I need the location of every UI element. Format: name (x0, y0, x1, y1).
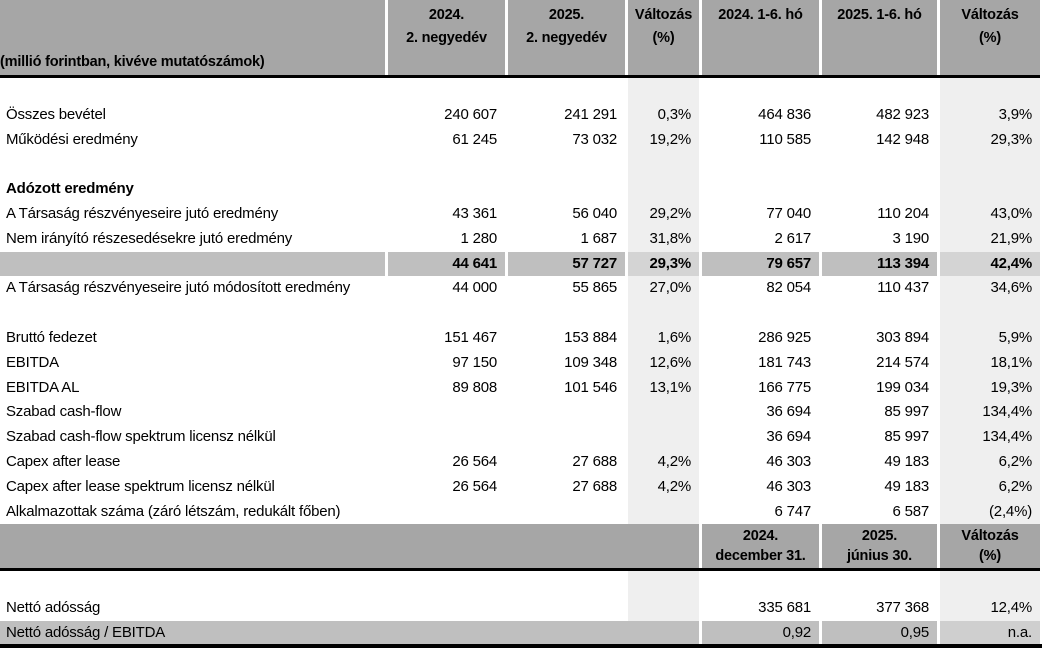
row-label (0, 571, 385, 596)
value-cell: 110 437 (877, 279, 929, 297)
table-header-secondary (0, 524, 1040, 571)
value-cell (822, 78, 937, 103)
value-cell: 79 657 (702, 252, 819, 277)
value-cell: 153 884 (564, 328, 617, 346)
value-cell (628, 425, 699, 450)
header-spacer (0, 524, 699, 568)
column-header-line: (%) (979, 548, 1001, 565)
table-row (0, 227, 1040, 252)
column-header-2025-h1 (822, 0, 937, 75)
value-cell (508, 571, 625, 596)
column-header-line: június 30. (847, 548, 912, 565)
value-cell (628, 152, 699, 177)
value-cell: 199 034 (876, 378, 929, 396)
value-cell: 44 641 (388, 252, 505, 277)
value-cell: 46 303 (766, 452, 811, 470)
row-label: Alkalmazottak száma (záró létszám, redukált főben) (6, 502, 341, 520)
column-header-line: Változás (634, 7, 693, 23)
column-header-line: 2025. (861, 528, 898, 545)
row-label: EBITDA AL (6, 378, 80, 396)
unit-note: (millió forintban, kivéve mutatószámok) (0, 0, 385, 75)
value-cell (388, 425, 505, 450)
value-cell (508, 425, 625, 450)
value-cell: 12,6% (628, 351, 699, 376)
row-label: Összes bevétel (6, 105, 106, 123)
value-cell: (2,4%) (940, 500, 1040, 525)
value-cell: 303 894 (876, 328, 929, 346)
value-cell: 3 190 (892, 229, 929, 247)
value-cell (508, 400, 625, 425)
value-cell: 151 467 (444, 328, 497, 346)
column-header-2024-dec31 (702, 524, 819, 568)
table-row (0, 400, 1040, 425)
value-cell: 240 607 (444, 105, 497, 123)
value-cell: 29,3% (940, 128, 1040, 153)
column-header-line: 2025. 1-6. hó (837, 7, 922, 23)
value-cell (388, 301, 505, 326)
value-cell: 286 925 (758, 328, 811, 346)
value-cell: 482 923 (876, 105, 929, 123)
row-label (0, 252, 385, 277)
table-row (0, 376, 1040, 401)
row-label: Capex after lease (6, 452, 121, 470)
value-cell (822, 177, 937, 202)
value-cell: 335 681 (758, 599, 811, 617)
value-cell (508, 152, 625, 177)
row-label: Nettó adósság (6, 599, 101, 617)
table-body-main (0, 78, 1040, 524)
table-row (0, 177, 1040, 202)
value-cell: 77 040 (766, 204, 811, 222)
column-header-2025-q2 (508, 0, 625, 75)
column-header-line: 2024. (742, 528, 779, 545)
value-cell: 29,3% (628, 252, 699, 277)
table-row (0, 128, 1040, 153)
table-row (0, 571, 1040, 596)
value-cell (822, 571, 937, 596)
value-cell: 73 032 (572, 130, 617, 148)
value-cell: 134,4% (940, 425, 1040, 450)
value-cell: 56 040 (572, 204, 617, 222)
value-cell: 27,0% (628, 276, 699, 301)
table-row (0, 103, 1040, 128)
table-row (0, 276, 1040, 301)
value-cell: 42,4% (940, 252, 1040, 277)
value-cell (388, 152, 505, 177)
value-cell: 2 617 (774, 229, 811, 247)
value-cell: 0,92 (702, 621, 819, 644)
value-cell: 214 574 (876, 353, 929, 371)
value-cell (702, 78, 819, 103)
bottom-divider (0, 644, 1042, 648)
value-cell (508, 78, 625, 103)
value-cell: 12,4% (940, 596, 1040, 621)
row-label (0, 152, 385, 177)
value-cell (940, 571, 1040, 596)
value-cell: 142 948 (876, 130, 929, 148)
value-cell: 0,3% (628, 103, 699, 128)
value-cell: 26 564 (452, 477, 497, 495)
table-row (0, 621, 1040, 644)
row-label: A Társaság részvényeseire jutó módosított eredmény (6, 279, 351, 297)
value-cell: 21,9% (940, 227, 1040, 252)
table-row (0, 351, 1040, 376)
value-cell (388, 596, 505, 621)
column-header-2024-h1 (702, 0, 819, 75)
table-row (0, 500, 1040, 525)
value-cell: 43,0% (940, 202, 1040, 227)
value-cell: 89 808 (452, 378, 497, 396)
value-cell: 49 183 (884, 452, 929, 470)
column-header-line: Változás (961, 528, 1019, 545)
value-cell (940, 177, 1040, 202)
value-cell: 13,1% (628, 376, 699, 401)
column-header-change-bs (940, 524, 1040, 568)
value-cell: 27 688 (572, 452, 617, 470)
value-cell: 134,4% (940, 400, 1040, 425)
value-cell (940, 301, 1040, 326)
value-cell: 241 291 (564, 105, 617, 123)
value-cell: 6,2% (940, 450, 1040, 475)
value-cell: 43 361 (452, 204, 497, 222)
value-cell: 377 368 (876, 599, 929, 617)
column-header-line: 2025. (548, 7, 585, 23)
row-label: Működési eredmény (6, 130, 138, 148)
value-cell: 4,2% (628, 450, 699, 475)
value-cell (628, 500, 699, 525)
value-cell: 36 694 (766, 428, 811, 446)
value-cell (940, 78, 1040, 103)
table-row (0, 475, 1040, 500)
table-row (0, 425, 1040, 450)
table-row (0, 301, 1040, 326)
value-cell (822, 152, 937, 177)
value-cell: 29,2% (628, 202, 699, 227)
value-cell: 61 245 (452, 130, 497, 148)
value-cell (702, 571, 819, 596)
column-header-line: 2. negyedév (526, 30, 607, 46)
value-cell (388, 571, 505, 596)
value-cell: 4,2% (628, 475, 699, 500)
column-header-line: 2024. (428, 7, 465, 23)
table-row (0, 450, 1040, 475)
row-label: Capex after lease spektrum licensz nélkül (6, 477, 275, 495)
value-cell: 18,1% (940, 351, 1040, 376)
table-row (0, 78, 1040, 103)
value-cell: 110 204 (877, 204, 929, 222)
row-label: A Társaság részvényeseire jutó eredmény (6, 204, 279, 222)
row-label: Nettó adósság / EBITDA (0, 621, 699, 644)
value-cell: 101 546 (564, 378, 617, 396)
column-header-2025-jun30 (822, 524, 937, 568)
value-cell (388, 400, 505, 425)
value-cell: 55 865 (572, 279, 617, 297)
value-cell: 1,6% (628, 326, 699, 351)
value-cell: 19,3% (940, 376, 1040, 401)
value-cell: 5,9% (940, 326, 1040, 351)
value-cell (628, 78, 699, 103)
value-cell: 85 997 (884, 403, 929, 421)
value-cell (628, 177, 699, 202)
value-cell (822, 301, 937, 326)
table-row (0, 202, 1040, 227)
value-cell: 44 000 (452, 279, 497, 297)
column-header-line: 2. negyedév (406, 30, 487, 46)
value-cell: 3,9% (940, 103, 1040, 128)
value-cell: 82 054 (766, 279, 811, 297)
value-cell: n.a. (940, 621, 1040, 644)
value-cell: 31,8% (628, 227, 699, 252)
value-cell: 113 394 (822, 252, 937, 277)
column-header-line: (%) (979, 30, 1001, 46)
value-cell (388, 500, 505, 525)
value-cell (628, 400, 699, 425)
value-cell: 110 585 (759, 130, 811, 148)
column-header-change-h (940, 0, 1040, 75)
value-cell: 0,95 (822, 621, 937, 644)
value-cell: 46 303 (766, 477, 811, 495)
value-cell (702, 152, 819, 177)
row-label (0, 301, 385, 326)
row-label: Nem irányító részesedésekre jutó eredmény (6, 229, 293, 247)
table-row (0, 326, 1040, 351)
value-cell (508, 301, 625, 326)
row-label: Bruttó fedezet (6, 328, 97, 346)
value-cell: 34,6% (940, 276, 1040, 301)
value-cell (388, 78, 505, 103)
value-cell: 49 183 (884, 477, 929, 495)
value-cell: 85 997 (884, 428, 929, 446)
value-cell (702, 177, 819, 202)
column-header-line: december 31. (715, 548, 806, 565)
value-cell: 27 688 (572, 477, 617, 495)
value-cell (940, 152, 1040, 177)
value-cell: 109 348 (564, 353, 617, 371)
table-row (0, 596, 1040, 621)
value-cell: 181 743 (758, 353, 811, 371)
row-label: Szabad cash-flow (6, 403, 122, 421)
value-cell (508, 596, 625, 621)
column-header-line: 2024. 1-6. hó (718, 7, 803, 23)
row-label: EBITDA (6, 353, 59, 371)
row-label (0, 78, 385, 103)
column-header-2024-q2 (388, 0, 505, 75)
row-label: Adózott eredmény (6, 180, 134, 198)
column-header-line: (%) (652, 30, 675, 46)
value-cell (628, 301, 699, 326)
value-cell: 6,2% (940, 475, 1040, 500)
value-cell: 97 150 (452, 353, 497, 371)
value-cell: 6 747 (774, 502, 811, 520)
value-cell (388, 177, 505, 202)
value-cell: 26 564 (452, 452, 497, 470)
value-cell: 6 587 (892, 502, 929, 520)
value-cell (628, 571, 699, 596)
value-cell: 36 694 (766, 403, 811, 421)
value-cell: 1 280 (460, 229, 497, 247)
value-cell: 1 687 (580, 229, 617, 247)
value-cell (628, 596, 699, 621)
column-header-change-q (628, 0, 699, 75)
column-header-line: Változás (961, 7, 1019, 23)
table-body-balance (0, 571, 1040, 644)
value-cell: 57 727 (508, 252, 625, 277)
value-cell: 166 775 (758, 378, 811, 396)
table-header-primary (0, 0, 1040, 78)
value-cell: 464 836 (758, 105, 811, 123)
table-row (0, 252, 1040, 277)
value-cell (702, 301, 819, 326)
table-row (0, 152, 1040, 177)
row-label: Szabad cash-flow spektrum licensz nélkül (6, 428, 276, 446)
value-cell (508, 177, 625, 202)
value-cell: 19,2% (628, 128, 699, 153)
value-cell (508, 500, 625, 525)
